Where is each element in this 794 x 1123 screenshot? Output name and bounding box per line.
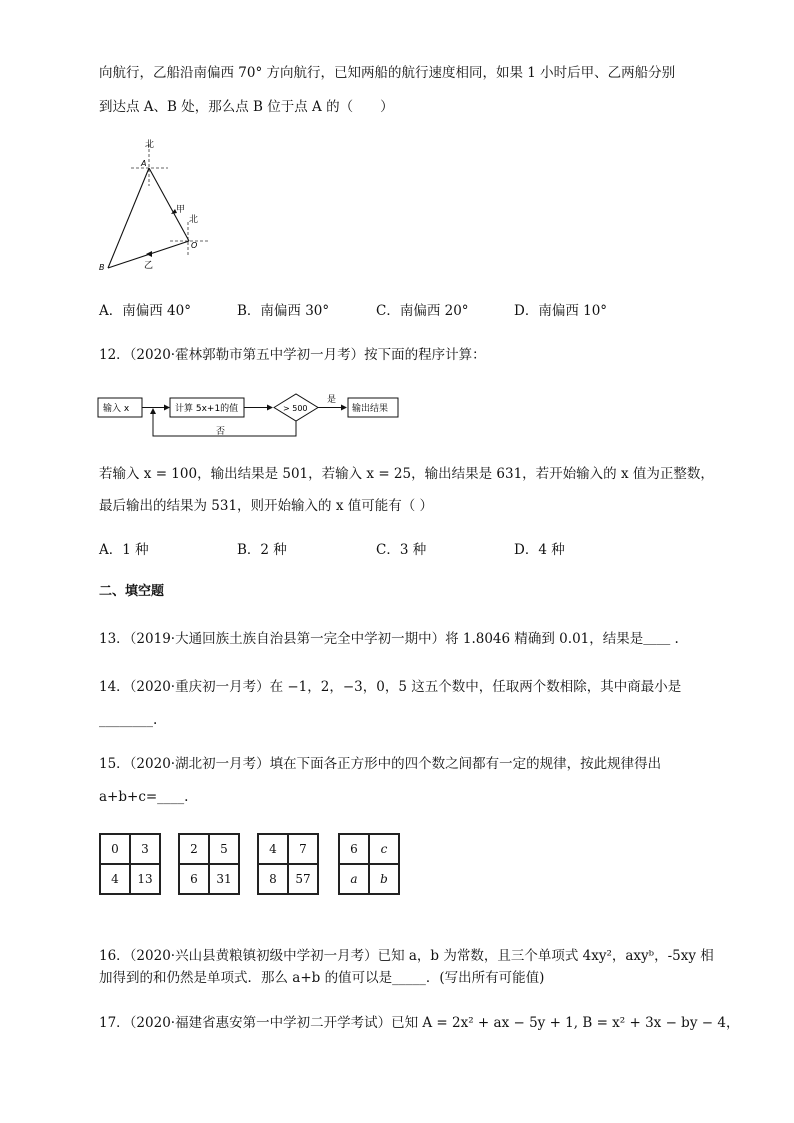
q14-line1: 14．（2020·重庆初一月考）在 −1，2，−3，0，5 这五个数中，任取两个数相除，其中商最小是 <box>99 679 682 695</box>
square-3-cell: 8 <box>258 864 288 894</box>
q11-option-a: A．南偏西 40° <box>99 303 191 319</box>
q15-line1: 15．（2020·湖北初一月考）填在下面各正方形中的四个数之间都有一定的规律，按此规律得出 <box>99 756 662 772</box>
north-label-o: 北 <box>189 215 199 225</box>
label-yi: 乙 <box>144 261 154 271</box>
square-1-cell: 0 <box>100 834 130 864</box>
q16-line2: 加得到的和仍然是单项式．那么 a+b 的值可以是_____．(写出所有可能值) <box>99 970 545 986</box>
q11-option-b: B．南偏西 30° <box>237 303 330 319</box>
q12-option-c: C．3 种 <box>376 542 427 558</box>
square-1 <box>99 833 161 895</box>
square-4-cell: a <box>339 864 369 894</box>
q12-option-d: D．4 种 <box>514 542 565 558</box>
square-1-cell: 3 <box>130 834 160 864</box>
square-4 <box>338 833 400 895</box>
square-3-cell: 57 <box>288 864 318 894</box>
q11-line1: 向航行，乙船沿南偏西 70° 方向航行，已知两船的航行速度相同，如果 1 小时后甲、乙两船分别 <box>99 65 676 81</box>
label-jia: 甲 <box>176 205 186 215</box>
flow-output: 输出结果 <box>352 404 389 414</box>
square-4-cell: c <box>369 834 399 864</box>
square-2-cell: 31 <box>209 864 239 894</box>
q11-option-d: D．南偏西 10° <box>514 303 608 319</box>
flow-condition: > 500 <box>283 404 308 413</box>
q12-option-b: B．2 种 <box>237 542 287 558</box>
square-1-cell: 4 <box>100 864 130 894</box>
square-4-cell: 6 <box>339 834 369 864</box>
q14-line2: ________. <box>99 712 158 728</box>
square-2-cell: 5 <box>209 834 239 864</box>
north-label-top: 北 <box>145 140 155 150</box>
label-o: O <box>191 241 198 250</box>
square-2-cell: 6 <box>179 864 209 894</box>
flow-yes: 是 <box>327 395 337 405</box>
section-heading: 二、填空题 <box>99 584 165 599</box>
label-b: B <box>99 263 105 272</box>
q15-line2: a+b+c=____. <box>99 789 189 805</box>
square-3-cell: 4 <box>258 834 288 864</box>
q12-option-a: A．1 种 <box>99 542 149 558</box>
flow-calc: 计算 5x+1的值 <box>175 404 239 414</box>
square-2 <box>178 833 240 895</box>
q12-line1: 若输入 x = 100，输出结果是 501，若输入 x = 25，输出结果是 631，若开始输入的 x 值为正整数， <box>99 466 714 482</box>
q12-line2: 最后输出的结果为 531，则开始输入的 x 值可能有（ ） <box>99 498 434 514</box>
square-1-cell: 13 <box>130 864 160 894</box>
q13-text: 13．（2019·大通回族土族自治县第一完全中学初一期中）将 1.8046 精确到 0.01，结果是＿＿ . <box>99 631 679 647</box>
flow-input: 输入 x <box>103 404 130 414</box>
square-3 <box>257 833 319 895</box>
label-a: A <box>141 159 147 168</box>
square-4-cell: b <box>369 864 399 894</box>
flow-no: 否 <box>216 427 226 437</box>
q16-line1: 16．（2020·兴山县黄粮镇初级中学初一月考）已知 a，b 为常数，且三个单项式 4xy²，axyᵇ，-5xy 相 <box>99 948 714 964</box>
square-3-cell: 7 <box>288 834 318 864</box>
q11-line2: 到达点 A、B 处，那么点 B 位于点 A 的（ ） <box>99 99 394 115</box>
q17-text: 17．（2020·福建省惠安第一中学初二开学考试）已知 A = 2x² + ax − 5y + 1, B = x² + 3x − by − 4， <box>99 1015 740 1031</box>
q12-flowchart <box>96 388 406 438</box>
square-2-cell: 2 <box>179 834 209 864</box>
q12-stem: 12．（2020·霍林郭勒市第五中学初一月考）按下面的程序计算： <box>99 347 486 363</box>
q11-option-c: C．南偏西 20° <box>376 303 469 319</box>
q11-figure <box>96 136 216 276</box>
